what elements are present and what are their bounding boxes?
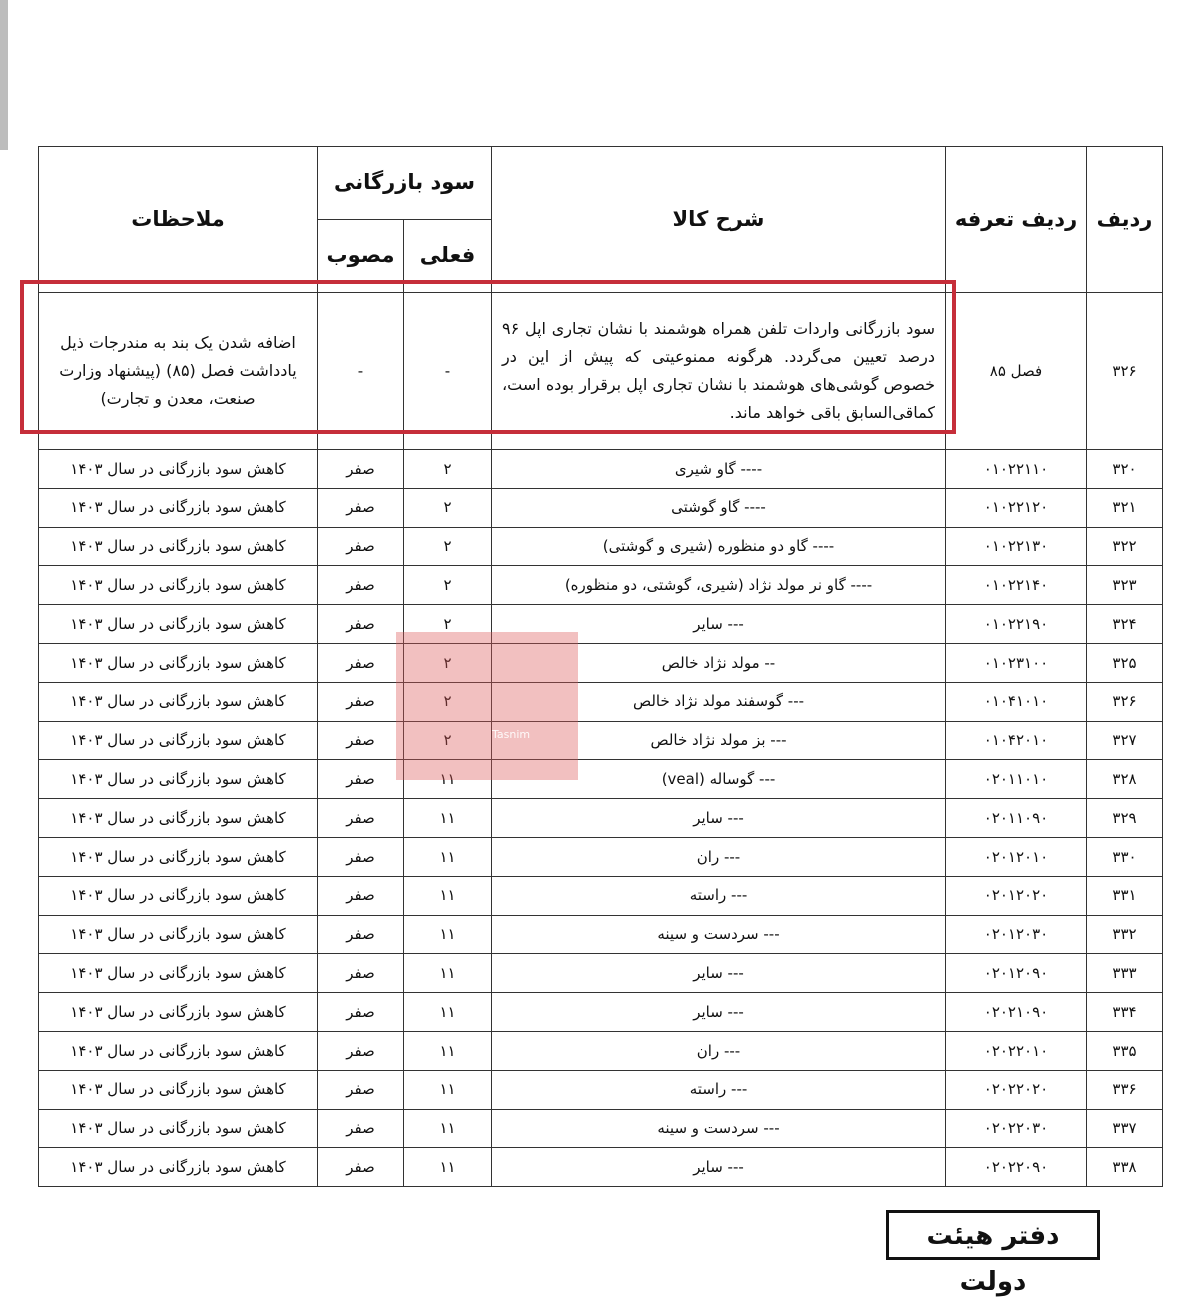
description: --- سایر <box>492 799 946 838</box>
description: --- سردست و سینه <box>492 915 946 954</box>
tariff-no: فصل ۸۵ <box>946 293 1087 450</box>
description: --- سایر <box>492 993 946 1032</box>
header-notes: ملاحظات <box>39 147 318 293</box>
table-row <box>39 760 1163 799</box>
notes: کاهش سود بازرگانی در سال ۱۴۰۳ <box>39 450 318 489</box>
table-row <box>39 605 1163 644</box>
current-value: ۱۱ <box>404 1148 492 1187</box>
table-row <box>39 1070 1163 1109</box>
table-row <box>39 721 1163 760</box>
approved-value: صفر <box>318 954 404 993</box>
table-header-row <box>39 147 1163 220</box>
current-value: ۲ <box>404 566 492 605</box>
approved-value: صفر <box>318 527 404 566</box>
header-commercial-profit: سود بازرگانی <box>318 147 492 220</box>
tariff-no: ۰۲۰۲۲۰۱۰ <box>946 1031 1087 1070</box>
approved-value: صفر <box>318 450 404 489</box>
tariff-no: ۰۲۰۱۲۰۲۰ <box>946 876 1087 915</box>
tariff-no: ۰۱۰۴۱۰۱۰ <box>946 682 1087 721</box>
approved-value: صفر <box>318 1070 404 1109</box>
tariff-no: ۰۲۰۱۱۰۱۰ <box>946 760 1087 799</box>
tariff-no: ۰۱۰۲۳۱۰۰ <box>946 643 1087 682</box>
notes: کاهش سود بازرگانی در سال ۱۴۰۳ <box>39 1070 318 1109</box>
table-row <box>39 450 1163 489</box>
row-no: ۳۳۱ <box>1087 876 1163 915</box>
header-tariff-no: ردیف تعرفه <box>946 147 1087 293</box>
notes: کاهش سود بازرگانی در سال ۱۴۰۳ <box>39 837 318 876</box>
notes: کاهش سود بازرگانی در سال ۱۴۰۳ <box>39 566 318 605</box>
approved-value: صفر <box>318 876 404 915</box>
row-no: ۳۳۴ <box>1087 993 1163 1032</box>
table-row <box>39 993 1163 1032</box>
row-no: ۳۲۸ <box>1087 760 1163 799</box>
description: --- راسته <box>492 876 946 915</box>
notes: کاهش سود بازرگانی در سال ۱۴۰۳ <box>39 527 318 566</box>
table-row <box>39 682 1163 721</box>
highlight-box <box>20 280 956 434</box>
tariff-no: ۰۲۰۱۱۰۹۰ <box>946 799 1087 838</box>
row-no: ۳۲۰ <box>1087 450 1163 489</box>
notes: کاهش سود بازرگانی در سال ۱۴۰۳ <box>39 721 318 760</box>
current-value: ۱۱ <box>404 1109 492 1148</box>
notes: کاهش سود بازرگانی در سال ۱۴۰۳ <box>39 1109 318 1148</box>
government-office-stamp: دفتر هیئت دولت <box>886 1210 1100 1260</box>
approved-value: صفر <box>318 915 404 954</box>
description: ---- گاو نر مولد نژاد (شیری، گوشتی، دو منظوره) <box>492 566 946 605</box>
tariff-no: ۰۱۰۲۲۱۴۰ <box>946 566 1087 605</box>
tariff-no: ۰۱۰۲۲۱۹۰ <box>946 605 1087 644</box>
tariff-no: ۰۲۰۲۲۰۳۰ <box>946 1109 1087 1148</box>
current-value: ۱۱ <box>404 799 492 838</box>
approved-value: صفر <box>318 488 404 527</box>
current-value: ۲ <box>404 721 492 760</box>
description: ---- گاو گوشتی <box>492 488 946 527</box>
row-no: ۳۳۲ <box>1087 915 1163 954</box>
row-no: ۳۲۵ <box>1087 643 1163 682</box>
tariff-no: ۰۲۰۲۱۰۹۰ <box>946 993 1087 1032</box>
description: --- سایر <box>492 605 946 644</box>
approved-value: صفر <box>318 799 404 838</box>
table-row <box>39 954 1163 993</box>
approved-value: صفر <box>318 1031 404 1070</box>
notes: کاهش سود بازرگانی در سال ۱۴۰۳ <box>39 799 318 838</box>
approved-value: صفر <box>318 605 404 644</box>
description: --- ران <box>492 1031 946 1070</box>
row-no: ۳۲۳ <box>1087 566 1163 605</box>
tariff-no: ۰۲۰۱۲۰۱۰ <box>946 837 1087 876</box>
row-no: ۳۲۱ <box>1087 488 1163 527</box>
scan-edge <box>0 0 8 150</box>
header-current: فعلی <box>404 220 492 293</box>
current-value: ۲ <box>404 488 492 527</box>
row-no: ۳۲۲ <box>1087 527 1163 566</box>
row-no: ۳۳۰ <box>1087 837 1163 876</box>
row-no: ۳۳۶ <box>1087 1070 1163 1109</box>
notes: کاهش سود بازرگانی در سال ۱۴۰۳ <box>39 643 318 682</box>
current-value: ۲ <box>404 450 492 489</box>
notes: کاهش سود بازرگانی در سال ۱۴۰۳ <box>39 915 318 954</box>
row-no: ۳۲۹ <box>1087 799 1163 838</box>
current-value: ۱۱ <box>404 954 492 993</box>
table-row <box>39 566 1163 605</box>
current-value: ۱۱ <box>404 1031 492 1070</box>
table-row <box>39 1148 1163 1187</box>
row-no: ۳۳۸ <box>1087 1148 1163 1187</box>
description: --- گوساله (veal) <box>492 760 946 799</box>
description: ---- گاو شیری <box>492 450 946 489</box>
notes: اضافه شدن یک بند به مندرجات ذیل یادداشت فصل (۸۵) (پیشنهاد وزارت صنعت، معدن و تجارت) <box>39 293 318 450</box>
notes: کاهش سود بازرگانی در سال ۱۴۰۳ <box>39 954 318 993</box>
description: ---- گاو دو منظوره (شیری و گوشتی) <box>492 527 946 566</box>
row-no: ۳۳۳ <box>1087 954 1163 993</box>
notes: کاهش سود بازرگانی در سال ۱۴۰۳ <box>39 1148 318 1187</box>
header-approved: مصوب <box>318 220 404 293</box>
row-no: ۳۲۶ <box>1087 682 1163 721</box>
current-value: ۱۱ <box>404 837 492 876</box>
description: سود بازرگانی واردات تلفن همراه هوشمند با نشان تجاری اپل ۹۶ درصد تعیین می‌گردد. هرگونه ممنوعیتی که پیش از این در خصوص گوشی‌های هوشمند با نشان تجاری اپل برقرار بوده است، کماقی‌السابق باقی خواهد ماند. <box>492 293 946 450</box>
table-row <box>39 1109 1163 1148</box>
row-no: ۳۲۷ <box>1087 721 1163 760</box>
approved-value: صفر <box>318 643 404 682</box>
description: -- مولد نژاد خالص <box>492 643 946 682</box>
tariff-no: ۰۲۰۱۲۰۹۰ <box>946 954 1087 993</box>
table-row <box>39 799 1163 838</box>
current-value: ۱۱ <box>404 915 492 954</box>
description: --- سایر <box>492 1148 946 1187</box>
tariff-no: ۰۱۰۲۲۱۱۰ <box>946 450 1087 489</box>
tariff-no: ۰۱۰۴۲۰۱۰ <box>946 721 1087 760</box>
current-value: ۱۱ <box>404 993 492 1032</box>
table-row <box>39 837 1163 876</box>
notes: کاهش سود بازرگانی در سال ۱۴۰۳ <box>39 876 318 915</box>
table-row <box>39 876 1163 915</box>
current-value: ۲ <box>404 643 492 682</box>
approved-value: - <box>318 293 404 450</box>
description: --- راسته <box>492 1070 946 1109</box>
current-value: ۲ <box>404 605 492 644</box>
current-value: ۱۱ <box>404 1070 492 1109</box>
tariff-no: ۰۱۰۲۲۱۲۰ <box>946 488 1087 527</box>
tasnim-watermark <box>396 632 578 780</box>
approved-value: صفر <box>318 566 404 605</box>
row-no: ۳۳۷ <box>1087 1109 1163 1148</box>
header-row-no: ردیف <box>1087 147 1163 293</box>
approved-value: صفر <box>318 760 404 799</box>
current-value: ۱۱ <box>404 760 492 799</box>
row-no: ۳۲۶ <box>1087 293 1163 450</box>
watermark-text: Tasnim <box>492 728 531 741</box>
notes: کاهش سود بازرگانی در سال ۱۴۰۳ <box>39 1031 318 1070</box>
description: --- سردست و سینه <box>492 1109 946 1148</box>
notes: کاهش سود بازرگانی در سال ۱۴۰۳ <box>39 605 318 644</box>
table-row <box>39 488 1163 527</box>
description: --- ران <box>492 837 946 876</box>
table-row <box>39 643 1163 682</box>
current-value: ۲ <box>404 682 492 721</box>
table-row <box>39 915 1163 954</box>
tariff-no: ۰۱۰۲۲۱۳۰ <box>946 527 1087 566</box>
notes: کاهش سود بازرگانی در سال ۱۴۰۳ <box>39 488 318 527</box>
current-value: - <box>404 293 492 450</box>
approved-value: صفر <box>318 1109 404 1148</box>
description: --- گوسفند مولد نژاد خالص <box>492 682 946 721</box>
tariff-no: ۰۲۰۲۲۰۹۰ <box>946 1148 1087 1187</box>
description: --- سایر <box>492 954 946 993</box>
approved-value: صفر <box>318 682 404 721</box>
approved-value: صفر <box>318 721 404 760</box>
current-value: ۱۱ <box>404 876 492 915</box>
row-no: ۳۲۴ <box>1087 605 1163 644</box>
notes: کاهش سود بازرگانی در سال ۱۴۰۳ <box>39 760 318 799</box>
approved-value: صفر <box>318 837 404 876</box>
notes: کاهش سود بازرگانی در سال ۱۴۰۳ <box>39 993 318 1032</box>
tariff-no: ۰۲۰۱۲۰۳۰ <box>946 915 1087 954</box>
header-description: شرح کالا <box>492 147 946 293</box>
notes: کاهش سود بازرگانی در سال ۱۴۰۳ <box>39 682 318 721</box>
current-value: ۲ <box>404 527 492 566</box>
approved-value: صفر <box>318 993 404 1032</box>
approved-value: صفر <box>318 1148 404 1187</box>
tariff-no: ۰۲۰۲۲۰۲۰ <box>946 1070 1087 1109</box>
table-row <box>39 1031 1163 1070</box>
row-no: ۳۳۵ <box>1087 1031 1163 1070</box>
description: --- بز مولد نژاد خالص <box>492 721 946 760</box>
table-row <box>39 527 1163 566</box>
